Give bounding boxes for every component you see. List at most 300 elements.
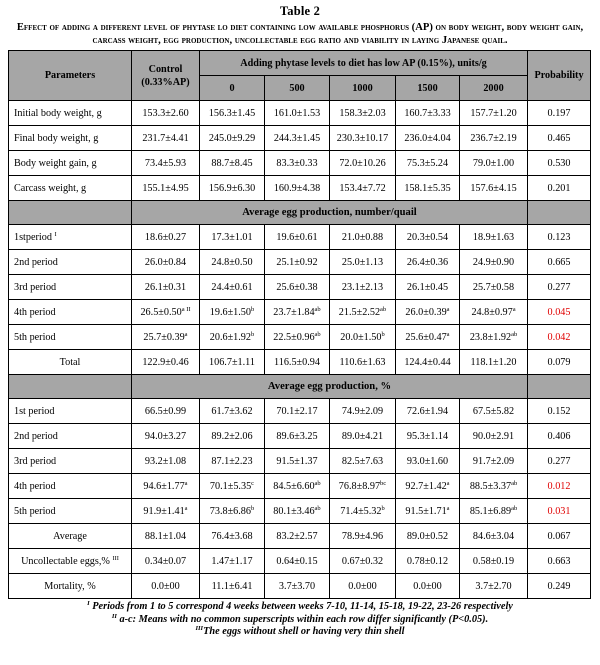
probability-cell: 0.123 <box>528 225 591 250</box>
value-cell <box>396 225 460 250</box>
value-text: 156.9±6.30 <box>208 182 256 194</box>
value-cell <box>460 126 528 151</box>
row-label-superscript: III <box>112 554 119 562</box>
value-cell <box>132 574 200 599</box>
table-row <box>9 176 591 201</box>
value-cell <box>132 176 200 201</box>
value-cell <box>265 499 330 524</box>
header-level-0: 0 <box>200 76 265 101</box>
value-text: 70.1±5.35 <box>209 480 252 492</box>
value-cell <box>265 574 330 599</box>
value-text: 11.1±6.41 <box>211 580 253 592</box>
probability-cell: 0.031 <box>528 499 591 524</box>
value-text: 244.3±1.45 <box>273 132 321 144</box>
value-text: 157.7±1.20 <box>470 107 517 119</box>
value-text: 70.1±2.17 <box>276 405 318 417</box>
value-text: 85.1±6.89 <box>469 505 512 517</box>
value-cell <box>200 424 265 449</box>
section-egg-percent: Average egg production, % <box>132 375 528 399</box>
section-spacer <box>528 375 591 399</box>
value-text: 95.3±1.14 <box>406 430 449 442</box>
value-text: 89.0±4.21 <box>341 430 384 442</box>
value-cell <box>396 399 460 424</box>
probability-cell: 0.277 <box>528 449 591 474</box>
table-row <box>9 300 591 325</box>
value-cell <box>460 424 528 449</box>
row-label <box>9 474 132 499</box>
value-text: 90.0±2.91 <box>472 430 515 442</box>
footnote-3-mark: III <box>195 625 204 632</box>
row-label-text: 5th period <box>14 331 56 343</box>
value-cell <box>330 524 396 549</box>
value-text: 20.6±1.92 <box>209 331 251 343</box>
table-label: Table 2 <box>279 4 321 18</box>
value-cell <box>200 549 265 574</box>
significance-superscript: a <box>184 479 188 487</box>
table-row <box>9 399 591 424</box>
value-text: 89.2±2.06 <box>211 430 253 442</box>
value-cell <box>200 350 265 375</box>
significance-superscript: a <box>446 479 450 487</box>
row-label-text: 4th period <box>14 480 56 492</box>
value-text: 20.3±0.54 <box>406 231 449 243</box>
value-cell <box>265 151 330 176</box>
probability-cell: 0.197 <box>528 101 591 126</box>
value-text: 91.5±1.37 <box>276 455 318 467</box>
row-label-text: 2nd period <box>14 430 58 442</box>
value-cell <box>460 275 528 300</box>
table-row <box>9 424 591 449</box>
value-text: 83.2±2.57 <box>276 530 318 542</box>
footnote-1 <box>0 601 600 614</box>
value-text: 23.7±1.84 <box>273 306 315 318</box>
table-row <box>9 474 591 499</box>
probability-cell: 0.665 <box>528 250 591 275</box>
significance-superscript: ab <box>511 330 518 338</box>
value-cell <box>200 126 265 151</box>
value-text: 94.0±3.27 <box>144 430 187 442</box>
value-text: 24.4±0.61 <box>211 281 253 293</box>
row-label <box>9 350 132 375</box>
value-text: 22.5±0.96 <box>273 331 315 343</box>
value-text: 89.6±3.25 <box>276 430 318 442</box>
value-text: 230.3±10.17 <box>336 132 389 144</box>
value-cell <box>200 176 265 201</box>
value-text: 25.1±0.92 <box>276 256 318 268</box>
value-cell <box>460 549 528 574</box>
probability-cell: 0.067 <box>528 524 591 549</box>
significance-superscript: b <box>381 504 385 512</box>
value-text: 0.58±0.19 <box>472 555 515 567</box>
table-row <box>9 325 591 350</box>
row-label <box>9 399 132 424</box>
value-text: 75.3±5.24 <box>406 157 449 169</box>
value-text: 0.34±0.07 <box>144 555 187 567</box>
row-label-text: Uncollectable eggs,% <box>21 555 110 567</box>
table-row <box>9 350 591 375</box>
value-text: 0.0±00 <box>413 580 442 592</box>
value-cell <box>330 250 396 275</box>
value-text: 245.0±9.29 <box>208 132 256 144</box>
value-cell <box>200 275 265 300</box>
value-text: 1.47±1.17 <box>211 555 253 567</box>
value-cell <box>265 474 330 499</box>
value-text: 26.1±0.31 <box>144 281 187 293</box>
value-text: 66.5±0.99 <box>144 405 187 417</box>
significance-superscript: ab <box>314 305 321 313</box>
value-text: 25.0±1.13 <box>341 256 384 268</box>
value-cell <box>200 250 265 275</box>
table-row <box>9 524 591 549</box>
footnotes <box>0 601 600 639</box>
value-text: 26.0±0.39 <box>405 306 447 318</box>
value-text: 79.0±1.00 <box>472 157 515 169</box>
value-cell <box>460 574 528 599</box>
value-text: 71.4±5.32 <box>340 505 382 517</box>
value-cell <box>132 449 200 474</box>
section-spacer <box>528 201 591 225</box>
value-cell <box>200 399 265 424</box>
table-row <box>9 574 591 599</box>
value-cell <box>265 325 330 350</box>
value-cell <box>132 126 200 151</box>
probability-cell: 0.201 <box>528 176 591 201</box>
value-text: 88.5±3.37 <box>469 480 512 492</box>
value-text: 24.9±0.90 <box>472 256 515 268</box>
value-text: 72.6±1.94 <box>406 405 449 417</box>
section-spacer <box>9 375 132 399</box>
value-cell <box>200 101 265 126</box>
value-text: 0.64±0.15 <box>276 555 318 567</box>
row-label <box>9 250 132 275</box>
value-cell <box>330 399 396 424</box>
row-label-text: Carcass weight, g <box>14 182 87 194</box>
value-text: 26.1±0.45 <box>406 281 449 293</box>
value-cell <box>460 300 528 325</box>
header-level-2000: 2000 <box>460 76 528 101</box>
probability-cell: 0.277 <box>528 275 591 300</box>
row-label-text: Average <box>53 530 87 542</box>
value-cell <box>265 176 330 201</box>
footnote-2 <box>0 614 600 627</box>
value-cell <box>460 250 528 275</box>
value-text: 110.6±1.63 <box>339 356 386 368</box>
value-text: 83.3±0.33 <box>276 157 318 169</box>
value-text: 26.4±0.36 <box>406 256 449 268</box>
value-text: 0.78±0.12 <box>406 555 449 567</box>
value-text: 236.7±2.19 <box>470 132 517 144</box>
value-text: 0.67±0.32 <box>341 555 384 567</box>
value-cell <box>200 524 265 549</box>
footnote-1-text: Periods from 1 to 5 correspond 4 weeks between weeks 7-10, 11-14, 15-18, 19-22, 23-26 respectively <box>92 601 513 612</box>
value-text: 74.9±2.09 <box>341 405 384 417</box>
value-text: 91.9±1.41 <box>143 505 185 517</box>
value-cell <box>460 524 528 549</box>
value-cell <box>132 549 200 574</box>
value-text: 23.1±2.13 <box>341 281 384 293</box>
table-row <box>9 250 591 275</box>
value-cell <box>396 574 460 599</box>
table-row <box>9 549 591 574</box>
value-cell <box>396 424 460 449</box>
significance-superscript: a II <box>181 305 191 313</box>
value-text: 122.9±0.46 <box>142 356 189 368</box>
value-cell <box>330 126 396 151</box>
header-level-1500: 1500 <box>396 76 460 101</box>
section-spacer <box>9 201 132 225</box>
value-cell <box>200 151 265 176</box>
value-cell <box>265 300 330 325</box>
probability-cell: 0.079 <box>528 350 591 375</box>
footnote-3-text: The eggs without shell or having very thin shell <box>203 626 405 637</box>
value-text: 18.6±0.27 <box>144 231 187 243</box>
value-cell <box>265 250 330 275</box>
value-text: 157.6±4.15 <box>470 182 517 194</box>
value-text: 92.7±1.42 <box>405 480 447 492</box>
value-text: 231.7±4.41 <box>142 132 189 144</box>
value-text: 161.0±1.53 <box>273 107 321 119</box>
value-cell <box>265 126 330 151</box>
results-table <box>8 50 591 599</box>
value-text: 73.8±6.86 <box>209 505 251 517</box>
row-label-text: 1st period <box>14 405 55 417</box>
value-cell <box>330 449 396 474</box>
value-cell <box>132 350 200 375</box>
header-level-500: 500 <box>265 76 330 101</box>
value-text: 76.4±3.68 <box>211 530 253 542</box>
significance-superscript: a <box>446 305 450 313</box>
value-text: 88.1±1.04 <box>144 530 187 542</box>
significance-superscript: ab <box>314 504 321 512</box>
egg-number-rows <box>9 225 591 375</box>
row-label <box>9 524 132 549</box>
value-cell <box>132 300 200 325</box>
value-text: 19.6±1.50 <box>209 306 251 318</box>
table-row <box>9 499 591 524</box>
value-cell <box>330 549 396 574</box>
footnote-1-mark: I <box>87 600 90 607</box>
value-text: 91.5±1.71 <box>405 505 447 517</box>
value-text: 160.7±3.33 <box>404 107 451 119</box>
value-text: 84.6±3.04 <box>472 530 515 542</box>
value-cell <box>460 499 528 524</box>
value-cell <box>265 524 330 549</box>
value-cell <box>330 474 396 499</box>
value-cell <box>132 225 200 250</box>
value-text: 0.0±00 <box>348 580 377 592</box>
value-text: 26.5±0.50 <box>140 306 182 318</box>
value-cell <box>330 151 396 176</box>
table-row <box>9 275 591 300</box>
value-cell <box>396 325 460 350</box>
value-cell <box>396 499 460 524</box>
probability-cell: 0.465 <box>528 126 591 151</box>
value-cell <box>396 250 460 275</box>
value-text: 82.5±7.63 <box>341 455 384 467</box>
significance-superscript: c <box>251 479 255 487</box>
table-row <box>9 225 591 250</box>
value-cell <box>330 176 396 201</box>
row-label <box>9 176 132 201</box>
value-text: 93.2±1.08 <box>144 455 187 467</box>
value-cell <box>200 300 265 325</box>
significance-superscript: ab <box>511 479 518 487</box>
significance-superscript: a <box>446 504 450 512</box>
value-cell <box>330 101 396 126</box>
row-label-text: 1stperiod <box>14 231 52 243</box>
probability-cell: 0.152 <box>528 399 591 424</box>
probability-cell: 0.042 <box>528 325 591 350</box>
value-cell <box>265 424 330 449</box>
value-cell <box>396 524 460 549</box>
value-cell <box>265 101 330 126</box>
value-cell <box>265 350 330 375</box>
table-row <box>9 449 591 474</box>
value-cell <box>132 151 200 176</box>
value-cell <box>330 424 396 449</box>
row-label <box>9 101 132 126</box>
value-cell <box>132 499 200 524</box>
value-cell <box>396 549 460 574</box>
row-label-text: 3rd period <box>14 281 57 293</box>
value-cell <box>460 350 528 375</box>
probability-cell: 0.406 <box>528 424 591 449</box>
value-cell <box>330 499 396 524</box>
value-text: 26.0±0.84 <box>144 256 187 268</box>
table-row <box>9 101 591 126</box>
value-cell <box>132 325 200 350</box>
value-text: 3.7±2.70 <box>475 580 512 592</box>
significance-superscript: b <box>381 330 385 338</box>
value-cell <box>396 101 460 126</box>
row-label-text: 3rd period <box>14 455 57 467</box>
probability-cell: 0.045 <box>528 300 591 325</box>
value-cell <box>265 449 330 474</box>
value-text: 94.6±1.77 <box>143 480 185 492</box>
value-text: 20.0±1.50 <box>340 331 382 343</box>
row-label <box>9 325 132 350</box>
significance-superscript: ab <box>511 504 518 512</box>
value-text: 87.1±2.23 <box>211 455 253 467</box>
value-cell <box>265 399 330 424</box>
footnote-2-mark: II <box>111 612 117 620</box>
header-level-1000: 1000 <box>330 76 396 101</box>
footnote-2-text: a-c: Means with no common superscripts within each row differ significantly (P<0.05). <box>119 613 489 625</box>
value-text: 24.8±0.97 <box>471 306 513 318</box>
probability-cell: 0.249 <box>528 574 591 599</box>
value-text: 158.1±5.35 <box>404 182 451 194</box>
value-cell <box>460 101 528 126</box>
value-cell <box>200 225 265 250</box>
value-text: 19.6±0.61 <box>276 231 318 243</box>
header-control: Control (0.33%AP) <box>132 51 200 101</box>
significance-superscript: ab <box>314 330 321 338</box>
value-text: 80.1±3.46 <box>273 505 315 517</box>
value-cell <box>330 300 396 325</box>
value-cell <box>132 474 200 499</box>
row-label-text: 4th period <box>14 306 56 318</box>
row-label <box>9 275 132 300</box>
value-cell <box>330 574 396 599</box>
egg-percent-rows <box>9 399 591 599</box>
value-text: 124.4±0.44 <box>404 356 451 368</box>
significance-superscript: a <box>184 330 188 338</box>
table-caption: Effect of adding a different level of phytase lo diet containing low available phosphorus (AP) on body weight, body weight gain, carcass weight, egg production, uncollectable egg ratio and viability in laying Japanese quail. <box>16 22 584 46</box>
row-label <box>9 151 132 176</box>
value-text: 93.0±1.60 <box>406 455 449 467</box>
row-label-superscript: I <box>54 230 57 238</box>
section-egg-number: Average egg production, number/quail <box>132 201 528 225</box>
value-cell <box>396 126 460 151</box>
significance-superscript: bc <box>380 479 387 487</box>
row-label-text: Total <box>59 356 81 368</box>
significance-superscript: b <box>251 504 255 512</box>
value-cell <box>396 350 460 375</box>
value-cell <box>460 449 528 474</box>
value-cell <box>132 524 200 549</box>
value-text: 160.9±4.38 <box>273 182 321 194</box>
header-phytase-group: Adding phytase levels to diet has low AP (0.15%), units/g <box>200 51 528 76</box>
value-cell <box>460 176 528 201</box>
row-label-text: Initial body weight, g <box>14 107 102 119</box>
value-text: 21.0±0.88 <box>341 231 384 243</box>
value-cell <box>330 325 396 350</box>
row-label-text: 5th period <box>14 505 56 517</box>
value-text: 236.0±4.04 <box>404 132 451 144</box>
value-text: 21.5±2.52 <box>338 306 381 318</box>
probability-cell: 0.530 <box>528 151 591 176</box>
value-cell <box>396 474 460 499</box>
value-text: 153.4±7.72 <box>339 182 386 194</box>
table-row <box>9 151 591 176</box>
value-text: 76.8±8.97 <box>338 480 381 492</box>
value-cell <box>396 275 460 300</box>
row-label <box>9 126 132 151</box>
value-text: 155.1±4.95 <box>142 182 189 194</box>
value-cell <box>265 275 330 300</box>
row-label <box>9 499 132 524</box>
value-text: 25.6±0.38 <box>276 281 318 293</box>
value-cell <box>330 350 396 375</box>
value-cell <box>460 325 528 350</box>
value-text: 116.5±0.94 <box>274 356 320 368</box>
row-label <box>9 424 132 449</box>
probability-cell: 0.663 <box>528 549 591 574</box>
significance-superscript: a <box>446 330 450 338</box>
value-text: 25.7±0.58 <box>472 281 515 293</box>
header-probability: Probability <box>528 51 591 101</box>
significance-superscript: ab <box>314 479 321 487</box>
table-row <box>9 126 591 151</box>
significance-superscript: b <box>251 305 255 313</box>
significance-superscript: a <box>184 504 188 512</box>
value-cell <box>132 250 200 275</box>
header-parameters: Parameters <box>9 51 132 101</box>
value-cell <box>200 499 265 524</box>
value-text: 24.8±0.50 <box>211 256 253 268</box>
value-text: 17.3±1.01 <box>211 231 253 243</box>
value-cell <box>396 176 460 201</box>
row-label-text: Final body weight, g <box>14 132 99 144</box>
value-text: 78.9±4.96 <box>341 530 384 542</box>
value-cell <box>265 225 330 250</box>
value-text: 25.7±0.39 <box>143 331 185 343</box>
value-text: 0.0±00 <box>151 580 180 592</box>
value-text: 25.6±0.47 <box>405 331 447 343</box>
probability-cell: 0.012 <box>528 474 591 499</box>
value-text: 67.5±5.82 <box>472 405 515 417</box>
row-label <box>9 225 132 250</box>
